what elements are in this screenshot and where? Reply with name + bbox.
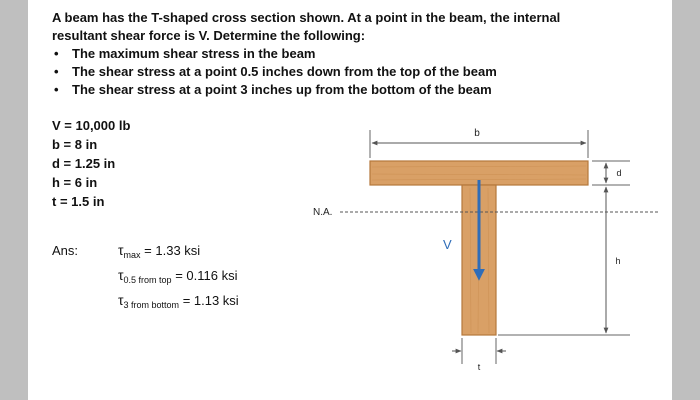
answer-max xyxy=(118,240,239,265)
d-label: d xyxy=(616,168,622,178)
t-label: t xyxy=(477,362,481,372)
answer-bottom xyxy=(118,290,239,315)
neutral-axis-label: N.A. xyxy=(313,207,333,218)
problem-statement xyxy=(52,9,612,99)
answer-value: = 0.116 ksi xyxy=(175,268,238,283)
b-label: b xyxy=(474,128,480,139)
bullet-item: • The shear stress at a point 3 inches up from the bottom of the beam xyxy=(52,81,612,99)
answer-label: Ans: xyxy=(52,243,79,258)
left-margin xyxy=(0,0,28,400)
given-b: b = 8 in xyxy=(52,137,98,152)
bullet-item: • The shear stress at a point 0.5 inches down from the top of the beam xyxy=(52,63,612,81)
given-t: t = 1.5 in xyxy=(52,194,105,209)
problem-bullets xyxy=(52,45,612,99)
h-label: h xyxy=(615,256,621,266)
answer-value: = 1.33 ksi xyxy=(144,243,201,258)
given-values xyxy=(52,116,130,211)
tau-symbol: τ xyxy=(118,267,124,283)
given-h: h = 6 in xyxy=(52,175,98,190)
tau-symbol: τ xyxy=(118,242,124,258)
shear-label: V xyxy=(443,237,452,252)
answers-block xyxy=(118,240,239,315)
answer-sub: 3 from bottom xyxy=(123,300,180,310)
tau-symbol: τ xyxy=(118,292,124,308)
problem-intro: A beam has the T-shaped cross section shown. At a point in the beam, the internal resultant shear force is V. Determine the following: xyxy=(52,10,561,43)
given-v: V = 10,000 lb xyxy=(52,118,131,133)
right-margin xyxy=(672,0,700,400)
answer-top xyxy=(118,265,239,290)
given-d: d = 1.25 in xyxy=(52,156,116,171)
answer-value: = 1.13 ksi xyxy=(182,293,239,308)
bullet-item: • The maximum shear stress in the beam xyxy=(52,45,612,63)
answer-sub: 0.5 from top xyxy=(123,275,172,285)
answer-sub: max xyxy=(123,250,141,260)
